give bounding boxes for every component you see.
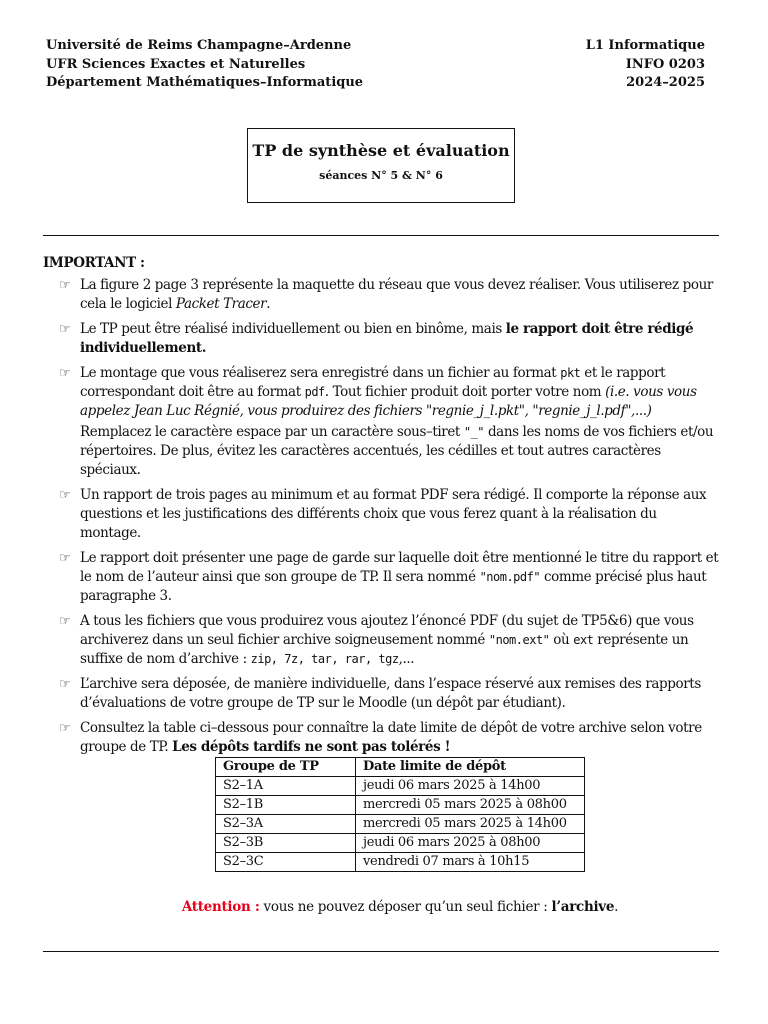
table-row <box>216 853 585 872</box>
pointing-hand-icon: ☞ <box>59 278 71 293</box>
pointing-hand-icon: ☞ <box>59 721 71 736</box>
deadline-cell: mercredi 05 mars 2025 à 08h00 <box>356 796 585 815</box>
pointing-hand-icon: ☞ <box>59 614 71 629</box>
department-name: Département Mathématiques–Informatique <box>46 75 364 90</box>
header-institution <box>46 37 363 93</box>
top-divider <box>43 235 719 236</box>
list-item: ☞ Le rapport doit présenter une page de garde sur laquelle doit être mentionné le titre du rapport et le nom de l’auteur ainsi que son groupe de TP. Il sera nommé "nom.pdf" comme précisé plus haut paragraphe 3. <box>59 550 719 604</box>
attention-label: Attention : <box>181 899 260 915</box>
attention-end: . <box>614 899 619 915</box>
group-cell: S2–1A <box>216 777 356 796</box>
table-row <box>216 834 585 853</box>
list-item: ☞ Consultez la table ci–dessous pour connaître la date limite de dépôt de votre archive selon votre groupe de TP. Les dépôts tardifs ne sont pas tolérés ! <box>59 720 702 755</box>
pointing-hand-icon: ☞ <box>59 366 71 381</box>
list-item: ☞ Le montage que vous réaliserez sera enregistré dans un fichier au format pkt et le rapport correspondant doit être au format pdf. Tout fichier produit doit porter votre nom (i.e. vous vous appelez Jean Luc Régnié, vous produirez des fichiers "regnie_j_l.pkt", "regnie_j_l.pdf",...) Remplacez le caractère espace par un caractère sous–tiret "_" dans les noms de vos fichiers et/ou répertoires. De plus, évitez les caractères accentués, les cédilles et tout autres caractères spéciaux. <box>59 365 714 478</box>
pointing-hand-icon: ☞ <box>59 488 71 503</box>
faculty-name: UFR Sciences Exactes et Naturelles <box>46 56 306 72</box>
pointing-hand-icon: ☞ <box>59 677 71 692</box>
university-name: Université de Reims Champagne–Ardenne <box>46 38 352 53</box>
list-item: ☞ Un rapport de trois pages au minimum et au format PDF sera rédigé. Il comporte la réponse aux questions et les justifications des différents choix que vous ferez quant à la réalisation du montage. <box>59 487 707 541</box>
header-course <box>586 37 705 93</box>
attention-text: vous ne pouvez déposer qu’un seul fichier : <box>259 899 552 915</box>
deadline-cell: mercredi 05 mars 2025 à 14h00 <box>356 815 585 834</box>
important-heading: IMPORTANT : <box>43 255 145 271</box>
table-row <box>216 777 585 796</box>
course-level: L1 Informatique <box>585 38 705 53</box>
group-cell: S2–3A <box>216 815 356 834</box>
table-row <box>216 796 585 815</box>
attention-bold: l’archive <box>551 899 615 915</box>
deadline-cell: jeudi 06 mars 2025 à 14h00 <box>356 777 585 796</box>
deadline-table <box>215 757 585 872</box>
document-subtitle: séances N° 5 & N° 6 <box>319 169 443 182</box>
attention-note <box>0 899 768 915</box>
group-cell: S2–3B <box>216 834 356 853</box>
instructions-list <box>59 276 721 763</box>
bottom-divider <box>43 951 719 952</box>
pointing-hand-icon: ☞ <box>59 322 71 337</box>
deadline-cell: vendredi 07 mars à 10h15 <box>356 853 585 872</box>
list-item: ☞ L’archive sera déposée, de manière individuelle, dans l’espace réservé aux remises des rapports d’évaluations de votre groupe de TP sur le Moodle (un dépôt par étudiant). <box>59 676 701 711</box>
group-cell: S2–3C <box>216 853 356 872</box>
column-header-deadline: Date limite de dépôt <box>356 758 585 777</box>
title-box <box>247 128 515 203</box>
list-item: ☞ La figure 2 page 3 représente la maquette du réseau que vous devez réaliser. Vous utiliserez pour cela le logiciel Packet Tracer. <box>59 277 713 312</box>
list-item: ☞ A tous les fichiers que vous produirez vous ajoutez l’énoncé PDF (du sujet de TP5&6) que vous archiverez dans un seul fichier archive soigneusement nommé "nom.ext" où ext représente un suffixe de nom d’archive : zip, 7z, tar, rar, tgz,... <box>59 613 694 667</box>
table-header-row <box>216 758 585 777</box>
column-header-group: Groupe de TP <box>216 758 356 777</box>
deadline-cell: jeudi 06 mars 2025 à 08h00 <box>356 834 585 853</box>
list-item: ☞ Le TP peut être réalisé individuellement ou bien en binôme, mais le rapport doit être rédigé individuellement. <box>59 321 694 356</box>
academic-year: 2024–2025 <box>626 75 705 90</box>
course-code: INFO 0203 <box>625 56 705 72</box>
group-cell: S2–1B <box>216 796 356 815</box>
pointing-hand-icon: ☞ <box>59 551 71 566</box>
document-title: TP de synthèse et évaluation <box>252 141 510 160</box>
table-row <box>216 815 585 834</box>
